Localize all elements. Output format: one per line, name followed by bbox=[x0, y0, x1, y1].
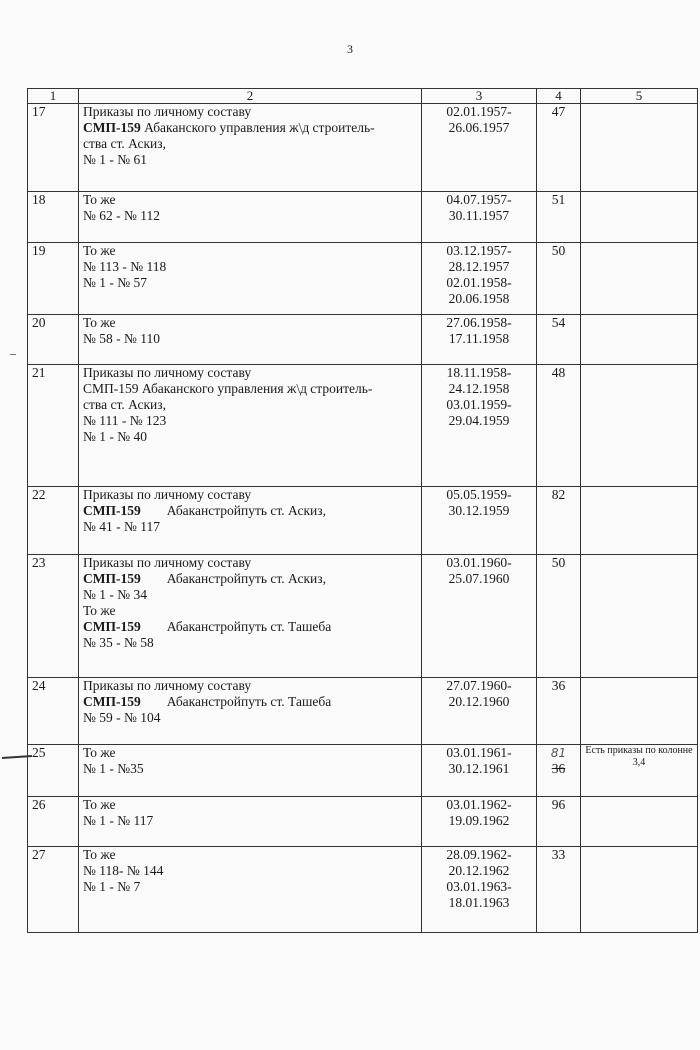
sheet-count bbox=[537, 555, 581, 678]
title-line bbox=[83, 120, 417, 136]
date-range bbox=[422, 745, 537, 797]
title-text: № 62 - № 112 bbox=[83, 208, 161, 223]
column-header: 1 bbox=[28, 89, 79, 104]
title-text: № 1 - № 7 bbox=[83, 879, 141, 894]
row-number: 17 bbox=[28, 104, 79, 192]
title-text: Абаканского управления ж\д строитель- bbox=[140, 120, 375, 135]
count-value: 36 bbox=[551, 678, 566, 693]
date-value: 20.12.1962 bbox=[448, 863, 510, 878]
title-line bbox=[83, 619, 417, 635]
sheet-count bbox=[537, 315, 581, 365]
date-value: 29.04.1959 bbox=[448, 413, 510, 428]
title-line bbox=[83, 879, 417, 895]
column-header: 3 bbox=[422, 89, 537, 104]
date-value: 02.01.1958- bbox=[446, 275, 512, 290]
title-text: № 111 - № 123 bbox=[83, 413, 167, 428]
count-value: 54 bbox=[551, 315, 566, 330]
title-text: То же bbox=[83, 315, 116, 330]
title-text: То же bbox=[83, 797, 116, 812]
count-value: 36 bbox=[551, 761, 566, 776]
row-number: 27 bbox=[28, 847, 79, 933]
title-line bbox=[83, 555, 417, 571]
date-value: 17.11.1958 bbox=[448, 331, 510, 346]
item-title bbox=[79, 315, 422, 365]
title-text: № 1 - № 40 bbox=[83, 429, 148, 444]
column-header: 2 bbox=[79, 89, 422, 104]
title-text: № 59 - № 104 bbox=[83, 710, 161, 725]
sheet-count bbox=[537, 104, 581, 192]
unit-code: СМП-159 bbox=[83, 619, 141, 634]
item-title bbox=[79, 847, 422, 933]
date-value: 03.01.1963- bbox=[446, 879, 512, 894]
note bbox=[581, 847, 698, 933]
date-range bbox=[422, 555, 537, 678]
title-text: № 1 - №35 bbox=[83, 761, 144, 776]
inventory-table bbox=[27, 88, 698, 933]
date-range bbox=[422, 365, 537, 487]
date-value: 20.12.1960 bbox=[448, 694, 510, 709]
title-line bbox=[83, 259, 417, 275]
title-line bbox=[83, 331, 417, 347]
title-text: № 1 - № 34 bbox=[83, 587, 148, 602]
count-value: 96 bbox=[551, 797, 566, 812]
table-row bbox=[28, 365, 698, 487]
count-value: 48 bbox=[551, 365, 566, 380]
sheet-count bbox=[537, 243, 581, 315]
table-row bbox=[28, 243, 698, 315]
row-number: 25 bbox=[28, 745, 79, 797]
sheet-count bbox=[537, 797, 581, 847]
item-title bbox=[79, 365, 422, 487]
note bbox=[581, 243, 698, 315]
title-line bbox=[83, 503, 417, 519]
table-row bbox=[28, 678, 698, 745]
table-row bbox=[28, 555, 698, 678]
title-text: № 113 - № 118 bbox=[83, 259, 167, 274]
count-value: 82 bbox=[551, 487, 566, 502]
table-row bbox=[28, 847, 698, 933]
title-text: Приказы по личному составу bbox=[83, 678, 252, 693]
date-value: 04.07.1957- bbox=[446, 192, 512, 207]
date-range bbox=[422, 678, 537, 745]
item-title bbox=[79, 678, 422, 745]
date-value: 27.06.1958- bbox=[446, 315, 512, 330]
title-line bbox=[83, 635, 417, 651]
date-value: 28.09.1962- bbox=[446, 847, 512, 862]
date-value: 02.01.1957- bbox=[446, 104, 512, 119]
title-text: № 1 - № 61 bbox=[83, 152, 148, 167]
table-row bbox=[28, 487, 698, 555]
note bbox=[581, 365, 698, 487]
title-line bbox=[83, 365, 417, 381]
title-line bbox=[83, 208, 417, 224]
title-text: То же bbox=[83, 243, 116, 258]
date-range bbox=[422, 797, 537, 847]
date-value: 30.11.1957 bbox=[448, 208, 510, 223]
date-value: 20.06.1958 bbox=[448, 291, 510, 306]
date-value: 25.07.1960 bbox=[448, 571, 510, 586]
date-value: 03.12.1957- bbox=[446, 243, 512, 258]
table-row bbox=[28, 745, 698, 797]
date-value: 05.05.1959- bbox=[446, 487, 512, 502]
item-title bbox=[79, 487, 422, 555]
date-range bbox=[422, 192, 537, 243]
date-value: 27.07.1960- bbox=[446, 678, 512, 693]
item-title bbox=[79, 555, 422, 678]
title-text: СМП-159 Абаканского управления ж\д строитель- bbox=[83, 381, 373, 396]
handwritten-correction: 81 bbox=[550, 746, 567, 760]
title-line bbox=[83, 519, 417, 535]
title-line bbox=[83, 136, 417, 152]
note bbox=[581, 192, 698, 243]
date-value: 18.01.1963 bbox=[448, 895, 510, 910]
title-line bbox=[83, 397, 417, 413]
note bbox=[581, 555, 698, 678]
title-text: ства ст. Аскиз, bbox=[83, 136, 166, 151]
title-line bbox=[83, 429, 417, 445]
unit-code: СМП-159 bbox=[83, 120, 141, 135]
title-line bbox=[83, 381, 417, 397]
unit-code: СМП-159 bbox=[83, 571, 141, 586]
item-title bbox=[79, 104, 422, 192]
title-line bbox=[83, 694, 417, 710]
date-value: 03.01.1959- bbox=[446, 397, 512, 412]
title-text: № 1 - № 117 bbox=[83, 813, 154, 828]
item-title bbox=[79, 745, 422, 797]
title-line bbox=[83, 571, 417, 587]
sheet-count bbox=[537, 487, 581, 555]
title-text: № 41 - № 117 bbox=[83, 519, 161, 534]
title-line bbox=[83, 797, 417, 813]
date-value: 03.01.1961- bbox=[446, 745, 512, 760]
sheet-count bbox=[537, 365, 581, 487]
title-text: № 35 - № 58 bbox=[83, 635, 154, 650]
item-title bbox=[79, 797, 422, 847]
sheet-count bbox=[537, 192, 581, 243]
margin-tick bbox=[10, 354, 16, 355]
column-header: 4 bbox=[537, 89, 581, 104]
title-line bbox=[83, 152, 417, 168]
row-number: 24 bbox=[28, 678, 79, 745]
date-value: 24.12.1958 bbox=[448, 381, 510, 396]
count-value: 33 bbox=[551, 847, 566, 862]
title-line bbox=[83, 813, 417, 829]
title-text: То же bbox=[83, 847, 116, 862]
row-number: 23 bbox=[28, 555, 79, 678]
item-title bbox=[79, 243, 422, 315]
date-value: 26.06.1957 bbox=[448, 120, 510, 135]
note bbox=[581, 104, 698, 192]
title-line bbox=[83, 104, 417, 120]
count-value: 47 bbox=[551, 104, 566, 119]
title-line bbox=[83, 192, 417, 208]
date-range bbox=[422, 487, 537, 555]
row-number: 21 bbox=[28, 365, 79, 487]
title-text: Абаканстройпуть ст. Аскиз, bbox=[166, 571, 326, 586]
title-text: № 1 - № 57 bbox=[83, 275, 148, 290]
title-text: То же bbox=[83, 603, 116, 618]
title-text: Приказы по личному составу bbox=[83, 104, 252, 119]
title-line bbox=[83, 710, 417, 726]
row-number: 22 bbox=[28, 487, 79, 555]
date-range bbox=[422, 315, 537, 365]
title-text: Приказы по личному составу bbox=[83, 487, 252, 502]
row-number: 19 bbox=[28, 243, 79, 315]
note bbox=[581, 797, 698, 847]
title-line bbox=[83, 587, 417, 603]
title-line bbox=[83, 243, 417, 259]
header-row bbox=[28, 89, 698, 104]
title-text: Абаканстройпуть ст. Ташеба bbox=[166, 694, 332, 709]
date-value: 30.12.1961 bbox=[448, 761, 510, 776]
date-value: 03.01.1960- bbox=[446, 555, 512, 570]
title-text: То же bbox=[83, 745, 116, 760]
row-number: 18 bbox=[28, 192, 79, 243]
title-line bbox=[83, 315, 417, 331]
unit-code: СМП-159 bbox=[83, 694, 141, 709]
date-value: 28.12.1957 bbox=[448, 259, 510, 274]
count-value: 51 bbox=[551, 192, 566, 207]
title-text: Абаканстройпуть ст. Аскиз, bbox=[166, 503, 326, 518]
sheet-count bbox=[537, 745, 581, 797]
title-line bbox=[83, 487, 417, 503]
title-line bbox=[83, 847, 417, 863]
unit-code: СМП-159 bbox=[83, 503, 141, 518]
row-number: 26 bbox=[28, 797, 79, 847]
table-row bbox=[28, 104, 698, 192]
note bbox=[581, 678, 698, 745]
table-row bbox=[28, 797, 698, 847]
sheet-count bbox=[537, 678, 581, 745]
title-text: Приказы по личному составу bbox=[83, 365, 252, 380]
row-number: 20 bbox=[28, 315, 79, 365]
date-range bbox=[422, 243, 537, 315]
date-value: 30.12.1959 bbox=[448, 503, 510, 518]
title-text: ства ст. Аскиз, bbox=[83, 397, 166, 412]
date-range bbox=[422, 847, 537, 933]
title-line bbox=[83, 603, 417, 619]
date-range bbox=[422, 104, 537, 192]
note bbox=[581, 487, 698, 555]
note: Есть приказы по колонне 3,4 bbox=[581, 745, 698, 797]
title-line bbox=[83, 745, 417, 761]
title-text: № 58 - № 110 bbox=[83, 331, 161, 346]
title-text: Абаканстройпуть ст. Ташеба bbox=[166, 619, 332, 634]
sheet-count bbox=[537, 847, 581, 933]
table-row bbox=[28, 192, 698, 243]
date-value: 03.01.1962- bbox=[446, 797, 512, 812]
title-text: То же bbox=[83, 192, 116, 207]
date-value: 19.09.1962 bbox=[448, 813, 510, 828]
column-header: 5 bbox=[581, 89, 698, 104]
title-line bbox=[83, 413, 417, 429]
count-value: 50 bbox=[551, 555, 566, 570]
title-line bbox=[83, 761, 417, 777]
count-value: 50 bbox=[551, 243, 566, 258]
item-title bbox=[79, 192, 422, 243]
title-line bbox=[83, 863, 417, 879]
title-line bbox=[83, 678, 417, 694]
page-number: 3 bbox=[347, 42, 353, 56]
title-text: Приказы по личному составу bbox=[83, 555, 252, 570]
note bbox=[581, 315, 698, 365]
title-line bbox=[83, 275, 417, 291]
table-row bbox=[28, 315, 698, 365]
title-text: № 118- № 144 bbox=[83, 863, 164, 878]
date-value: 18.11.1958- bbox=[446, 365, 512, 380]
